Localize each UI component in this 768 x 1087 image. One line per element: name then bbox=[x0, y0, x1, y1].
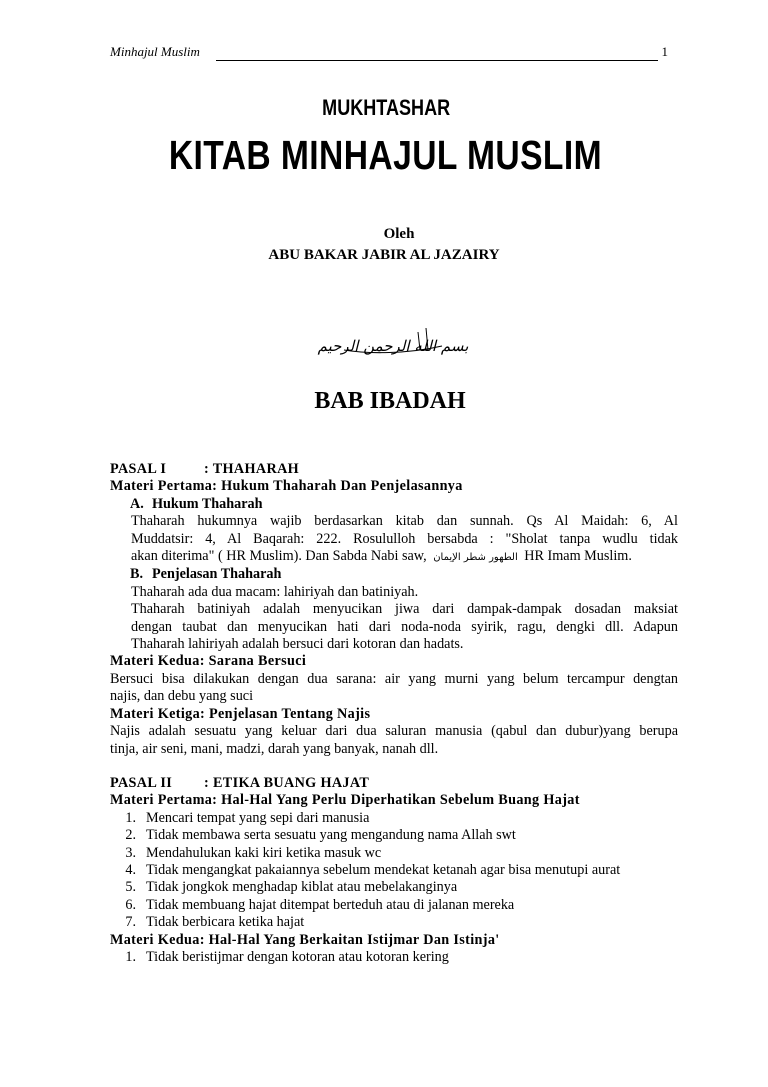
section-a-heading bbox=[110, 496, 678, 513]
pasal-1-heading bbox=[110, 461, 678, 478]
list-number: 5. bbox=[125, 879, 136, 896]
numbered-list bbox=[110, 949, 678, 966]
section-b-label: B. bbox=[130, 566, 144, 583]
materi-heading: Materi Pertama: Hukum Thaharah Dan Penjelasannya bbox=[110, 478, 463, 495]
spacer bbox=[110, 758, 678, 775]
paragraph-line: Thaharah batiniyah adalah menyucikan jiwa dari dampak-dampak dosadan maksiat bbox=[131, 601, 678, 618]
list-text: Tidak membuang hajat ditempat berteduh atau di jalanan mereka bbox=[146, 896, 515, 913]
paragraph-line: dengan taubat dan menyucikan hati dari noda-noda syirik, ragu, dengki dll. Adapun bbox=[131, 618, 678, 635]
numbered-list bbox=[110, 810, 678, 932]
paragraph-line: tinja, air seni, mani, madzi, darah yang banyak, nanah dll. bbox=[110, 740, 439, 757]
page-number: 1 bbox=[661, 44, 668, 59]
basmalah-calligraphy bbox=[317, 320, 469, 366]
list-item bbox=[117, 845, 678, 862]
section-b-heading bbox=[110, 566, 678, 583]
section-a-label: A. bbox=[130, 495, 144, 512]
list-item bbox=[117, 949, 678, 966]
header-rule bbox=[216, 60, 658, 61]
paragraph-line: Muddatsir: 4, Al Baqarah: 222. Rosululloh bersabda : "Sholat tanpa wudlu tidak bbox=[131, 530, 678, 547]
list-item bbox=[117, 810, 678, 827]
list-text: Mendahulukan kaki kiri ketika masuk wc bbox=[146, 844, 382, 861]
document-body bbox=[110, 461, 678, 966]
materi-heading: Materi Pertama: Hal-Hal Yang Perlu Diperhatikan Sebelum Buang Hajat bbox=[110, 792, 580, 809]
pasal-2-title: : ETIKA BUANG HAJAT bbox=[204, 774, 370, 791]
paragraph-text: HR Imam Muslim. bbox=[524, 548, 632, 565]
list-item bbox=[117, 827, 678, 844]
paragraph-line: Bersuci bisa dilakukan dengan dua sarana: air yang murni yang belum tercampur dengtan bbox=[110, 670, 678, 687]
paragraph-line: najis, dan debu yang suci bbox=[110, 688, 254, 705]
materi-heading: Materi Ketiga: Penjelasan Tentang Najis bbox=[110, 705, 371, 722]
author-by-label: Oleh bbox=[383, 226, 415, 242]
svg-text:بسم الله الرحمن الرحيم: بسم الله الرحمن الرحيم bbox=[317, 337, 469, 355]
document-subtitle: MUKHTASHAR bbox=[322, 95, 451, 120]
paragraph-line bbox=[110, 548, 678, 566]
list-text: Tidak mengangkat pakaiannya sebelum mendekat ketanah agar bisa menutupi aurat bbox=[146, 861, 621, 878]
paragraph-line: Thaharah hukumnya wajib berdasarkan kitab dan sunnah. Qs Al Maidah: 6, Al bbox=[131, 513, 678, 530]
list-item bbox=[117, 897, 678, 914]
list-item bbox=[117, 914, 678, 931]
running-header bbox=[110, 44, 668, 64]
running-title: Minhajul Muslim bbox=[110, 44, 200, 59]
list-text: Tidak beristijmar dengan kotoran atau kotoran kering bbox=[146, 948, 449, 965]
list-number: 3. bbox=[125, 844, 136, 861]
document-title: KITAB MINHAJUL MUSLIM bbox=[168, 132, 603, 178]
list-text: Tidak jongkok menghadap kiblat atau mebelakanginya bbox=[146, 879, 458, 896]
list-number: 4. bbox=[125, 861, 136, 878]
section-b-title: Penjelasan Thaharah bbox=[152, 566, 282, 583]
list-text: Mencari tempat yang sepi dari manusia bbox=[146, 809, 370, 826]
pasal-2-label: PASAL II bbox=[110, 774, 173, 791]
chapter-heading: BAB IBADAH bbox=[314, 388, 466, 414]
paragraph-line: Thaharah ada dua macam: lahiriyah dan batiniyah. bbox=[131, 583, 419, 600]
list-number: 6. bbox=[125, 896, 136, 913]
arabic-hadith-quote: الطهور شطر الإيمان bbox=[433, 552, 518, 564]
pasal-1-title: : THAHARAH bbox=[204, 461, 300, 477]
paragraph-line: Najis adalah sesuatu yang keluar dari dua saluran manusia (qabul dan dubur)yang berupa bbox=[110, 723, 678, 740]
pasal-2-heading bbox=[110, 775, 678, 792]
list-number: 1. bbox=[125, 948, 136, 965]
list-number: 1. bbox=[125, 809, 136, 826]
materi-heading: Materi Kedua: Hal-Hal Yang Berkaitan Istijmar Dan Istinja' bbox=[110, 931, 500, 948]
list-text: Tidak membawa serta sesuatu yang mengandung nama Allah swt bbox=[146, 827, 516, 844]
section-a-title: Hukum Thaharah bbox=[152, 495, 263, 512]
list-number: 7. bbox=[125, 914, 136, 931]
materi-heading: Materi Kedua: Sarana Bersuci bbox=[110, 653, 307, 670]
pasal-1-label: PASAL I bbox=[110, 461, 167, 477]
author-name: ABU BAKAR JABIR AL JAZAIRY bbox=[268, 247, 500, 263]
paragraph-text: akan diterima" ( HR Muslim). Dan Sabda Nabi saw, bbox=[131, 548, 427, 565]
paragraph-line: Thaharah lahiriyah adalah bersuci dari kotoran dan hadats. bbox=[131, 636, 464, 653]
list-text: Tidak berbicara ketika hajat bbox=[146, 914, 305, 931]
list-item bbox=[117, 862, 678, 879]
list-item bbox=[117, 879, 678, 896]
list-number: 2. bbox=[125, 827, 136, 844]
